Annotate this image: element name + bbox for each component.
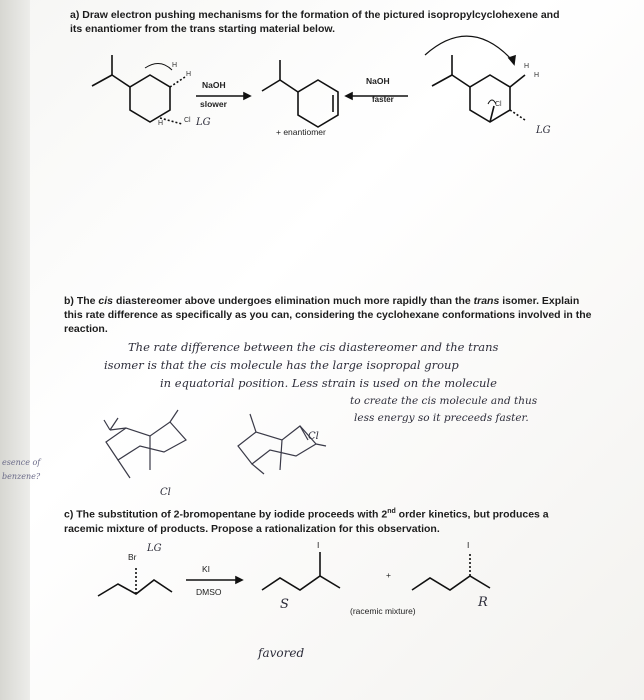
h-label-3: H: [158, 120, 164, 127]
reagent-naoh-left: NaOH: [202, 80, 226, 90]
favored-note: favored: [258, 646, 305, 660]
answer-line-5: less energy so it preceeds faster.: [354, 412, 529, 424]
answer-line-4: to create the cis molecule and thus: [350, 395, 538, 407]
reagent-faster: faster: [372, 95, 394, 104]
lg-note-c: LG: [147, 543, 162, 554]
margin-note-1: esence of: [2, 458, 41, 467]
reagent-naoh-right: NaOH: [366, 76, 390, 86]
lg-note-right: LG: [536, 125, 551, 136]
iodo-label-r: I: [467, 540, 470, 550]
iodo-label-s: I: [317, 540, 320, 550]
enantiomer-note: + enantiomer: [276, 127, 326, 137]
br-label: Br: [128, 552, 137, 562]
h-label-1: H: [172, 62, 178, 69]
r-label: R: [478, 595, 488, 610]
question-a-text: a) Draw electron pushing mechanisms for the formation of the pictured isopropylcyclohexene and its enantiomer from the trans starting material below.: [70, 9, 560, 35]
answer-line-3: in equatorial position. Less strain is used on the molecule: [160, 376, 497, 390]
question-c-text: c) The substitution of 2-bromopentane by iodide proceeds with 2nd order kinetics, but produces a racemic mixture of products. Propose a rationalization for this observation.: [64, 508, 549, 535]
cl-sketch-lower: Cl: [160, 487, 171, 498]
h-label-2: H: [186, 71, 192, 78]
reagent-dmso: DMSO: [196, 587, 222, 597]
cl-label-right: Cl: [495, 101, 502, 108]
answer-line-1: The rate difference between the cis diastereomer and the trans: [128, 340, 499, 354]
racemic-note: (racemic mixture): [350, 606, 416, 616]
plus-sign: +: [386, 570, 391, 580]
cl-sketch-upper: Cl: [308, 431, 319, 442]
h-label-5: H: [534, 72, 540, 79]
cl-label-left: Cl: [184, 117, 191, 124]
reagent-slower: slower: [200, 99, 227, 109]
s-label: S: [280, 597, 289, 612]
answer-line-2: isomer is that the cis molecule has the large isopropal group: [104, 358, 459, 372]
question-b-text: b) The cis diastereomer above undergoes elimination much more rapidly than the trans isomer. Explain this rate difference as specifically as you can, considering the cyclohexane conformations involved in the reaction.: [64, 295, 592, 335]
h-label-4: H: [524, 63, 530, 70]
reagent-ki: KI: [202, 564, 211, 574]
margin-note-2: benzene?: [2, 472, 41, 481]
lg-note-left: LG: [196, 117, 211, 128]
